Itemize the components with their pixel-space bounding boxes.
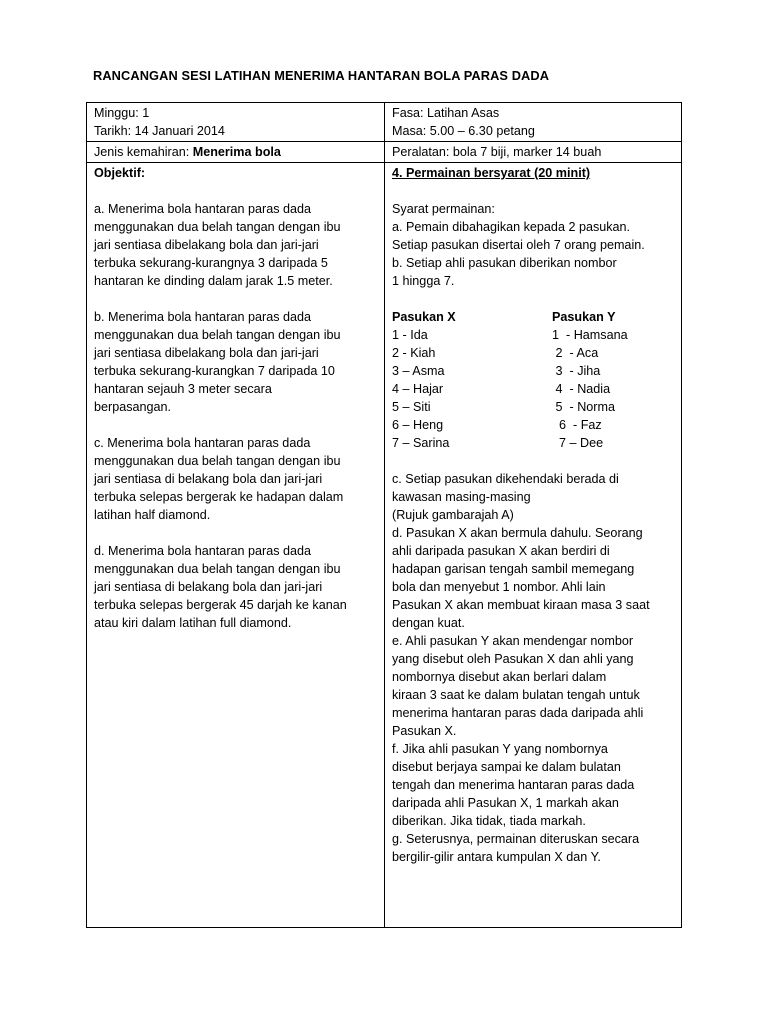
objective-a: a. Menerima bola hantaran paras dada menggunakan dua belah tangan dengan ibu jari sentiasa dibelakang bola dan jari-jari terbuka sekurang-kurangnya 3 daripada 5 hantaran ke dinding dalam jarak 1.5 meter. [94,202,341,288]
objective-d: d. Menerima bola hantaran paras dada menggunakan dua belah tangan dengan ibu jari sentiasa di belakang bola dan jari-jari terbuka selepas bergerak 45 darjah ke kanan atau kiri dalam latihan full diamond. [94,544,347,630]
objective-b: b. Menerima bola hantaran paras dada menggunakan dua belah tangan dengan ibu jari sentiasa dibelakang bola dan jari-jari terbuka sekurang-kurangkan 7 daripada 10 hantaran sejauh 3 meter secara berpasangan. [94,310,341,414]
phase-time-cell [385,103,682,142]
skill-label: Jenis kemahiran: [94,145,193,159]
team-y-member: 2 - Aca [552,346,599,360]
game-rules-bottom: c. Setiap pasukan dikehendaki berada di kawasan masing-masing (Rujuk gambarajah A) d. Pasukan X akan bermula dahulu. Seorang ahli daripada pasukan X akan berdiri di hadapan garisan tengah sambil memegang bola dan menyebut 1 nombor. Ahli lain Pasukan X akan membuat kiraan masa 3 saat dengan kuat. e. Ahli pasukan Y akan mendengar nombor yang disebut oleh Pasukan X dan ahli yang nombornya disebut akan berlari dalam kiraan 3 saat ke dalam bulatan tengah untuk menerima hantaran paras dada daripada ahli Pasukan X. f. Jika ahli pasukan Y yang nombornya disebut berjaya sampai ke dalam bulatan tengah dan menerima hantaran paras dada daripada ahli Pasukan X, 1 markah akan diberikan. Jika tidak, tiada markah. g. Seterusnya, permainan diteruskan secara bergilir-gilir antara kumpulan X dan Y. [392,472,650,864]
table-row [87,103,682,142]
objectives-cell [87,163,385,928]
game-heading: 4. Permainan bersyarat (20 minit) [392,166,591,180]
date-text: Tarikh: 14 Januari 2014 [94,124,225,138]
team-y-name: Pasukan Y [552,310,616,324]
objective-c: c. Menerima bola hantaran paras dada menggunakan dua belah tangan dengan ibu jari sentiasa di belakang bola dan jari-jari terbuka selepas bergerak ke hadapan dalam latihan half diamond. [94,436,344,522]
week-date-cell [87,103,385,142]
team-y-member: 4 - Nadia [552,382,611,396]
conditions-label: Syarat permainan: [392,202,495,216]
week-text: Minggu: 1 [94,106,150,120]
objectives-heading: Objektif: [94,166,146,180]
time-text: Masa: 5.00 – 6.30 petang [392,124,535,138]
team-y-member: 6 - Faz [552,418,602,432]
team-x-list [392,308,552,452]
team-x-name: Pasukan X [392,310,456,324]
team-x-member: 4 – Hajar [392,382,444,396]
table-row [87,163,682,928]
team-x-member: 7 – Sarina [392,436,450,450]
lesson-plan-table [86,102,682,928]
team-y-member: 7 – Dee [552,436,604,450]
team-y-member: 3 - Jiha [552,364,601,378]
table-row [87,142,682,163]
team-x-member: 2 - Kiah [392,346,436,360]
team-x-member: 3 – Asma [392,364,445,378]
skill-value: Menerima bola [192,145,281,159]
team-x-member: 1 - Ida [392,328,428,342]
team-x-member: 6 – Heng [392,418,444,432]
phase-text: Fasa: Latihan Asas [392,106,500,120]
team-y-member: 1 - Hamsana [552,328,628,342]
equipment-cell [385,142,682,163]
team-y-member: 5 - Norma [552,400,615,414]
team-lists [392,308,675,452]
skill-cell [87,142,385,163]
team-x-member: 5 – Siti [392,400,431,414]
document-title: RANCANGAN SESI LATIHAN MENERIMA HANTARAN BOLA PARAS DADA [93,68,550,83]
game-rules-top: a. Pemain dibahagikan kepada 2 pasukan. Setiap pasukan disertai oleh 7 orang pemain. b. Setiap ahli pasukan diberikan nombor 1 hingga 7. [392,220,645,288]
game-cell [385,163,682,928]
team-y-list [552,308,628,452]
equipment-text: Peralatan: bola 7 biji, marker 14 buah [392,145,602,159]
